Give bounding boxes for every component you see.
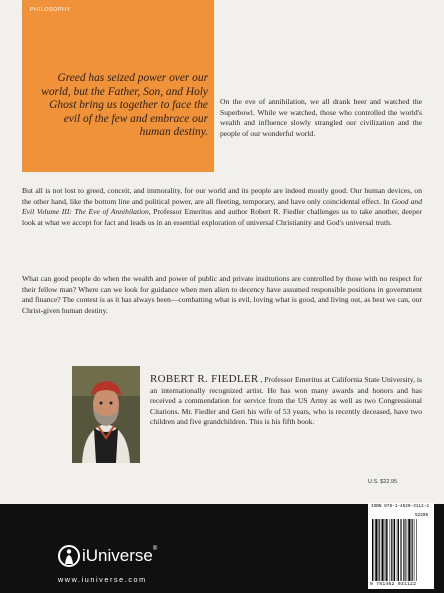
ean-digits: 9 781462 031122	[370, 582, 417, 587]
barcode-bar	[391, 519, 392, 581]
author-name: ROBERT R. FIEDLER	[150, 373, 259, 385]
publisher-name-text: iUniverse	[82, 546, 153, 565]
author-bio-text: , Professor Emeritus at California State University, is an internationally recognized artist. He has won many awards and honors and has received a commendation for service from the US Army as well as two Congressional Citations. Mr. Fiedler and Geri his wife of 53 years, who is recently deceased, have two children and five grandchildren. This is his fifth book.	[150, 375, 422, 427]
barcode-bar	[378, 519, 379, 581]
barcode-bar	[374, 519, 375, 581]
barcode-bar	[397, 519, 398, 581]
person-swirl-logo-icon	[58, 545, 80, 567]
barcode-bar	[381, 519, 382, 581]
barcode-bar	[393, 519, 394, 581]
isbn-number: ISBN 978-1-4620-3112-2	[371, 504, 429, 509]
barcode-bar	[411, 519, 412, 581]
isbn-barcode	[368, 503, 434, 589]
barcode-bar	[412, 519, 413, 581]
synopsis-paragraph-2: What can good people do when the wealth and power of public and private institutions are controlled by those with no respect for their fellow man? Where can we look for guidance when men alien to decency have assumed responsible positions in government and finance? The contest is as it has always been—combatting what is evil, loving what is good, and living out, as best we can, our Christ-given human destiny.	[22, 274, 422, 315]
barcode-bar	[398, 519, 399, 581]
author-portrait-illustration	[72, 366, 140, 463]
author-bio	[150, 374, 422, 428]
barcode-bar	[394, 519, 395, 581]
author-photo	[72, 366, 140, 463]
intro-text: On the eve of annihilation, we all drank beer and watched the Superbowl. While we watched, those who controlled the world's wealth and influence slowly strangled our civilization and the people of our wonderful world.	[220, 97, 422, 138]
publisher-url: www.iuniverse.com	[58, 575, 147, 584]
publisher-name	[82, 546, 157, 566]
category-label: PHILOSOPHY	[30, 7, 71, 13]
barcode-bars	[371, 519, 431, 581]
barcode-bar	[408, 519, 410, 581]
barcode-bar	[416, 519, 417, 581]
barcode-bar	[400, 519, 401, 581]
barcode-bar	[414, 519, 415, 581]
synopsis-paragraph-1	[22, 186, 422, 228]
barcode-bar	[403, 519, 404, 581]
book-title: Good and Evil Volume III: The Eve of Annihilation	[22, 196, 422, 217]
barcode-bar	[405, 519, 406, 581]
barcode-bar	[382, 519, 384, 581]
barcode-bar	[390, 519, 391, 581]
price-label: U.S. $22.95	[368, 479, 398, 485]
title-accent-panel	[22, 0, 214, 172]
synopsis-text-start: But all is not lost to greed, conceit, and immorality, for our world and its people are indeed mostly good. Our human devices, on the other hand, like the bottom line and political power, are all fleeting, temporary, and have only coincidental effect. In	[22, 186, 422, 206]
synopsis-text-end: , Professor Emeritus and author Robert R. Fiedler challenges us to take another, deeper look at what we accept for fact and leads us in an essential exploration of universal Christianity and God's universal truth.	[22, 207, 422, 227]
barcode-bar	[375, 519, 377, 581]
barcode-bar	[401, 519, 402, 581]
barcode-bar	[372, 519, 373, 581]
barcode-bar	[386, 519, 387, 581]
barcode-bar	[379, 519, 380, 581]
barcode-bar	[385, 519, 386, 581]
barcode-bar	[407, 519, 408, 581]
price-addon-code: 52295	[415, 513, 429, 518]
barcode-bar	[387, 519, 388, 581]
registered-mark: ®	[152, 546, 158, 552]
pull-quote: Greed has seized power over our world, but the Father, Son, and Holy Ghost bring us together to face the evil of the few and embrace our human destiny.	[41, 72, 208, 139]
